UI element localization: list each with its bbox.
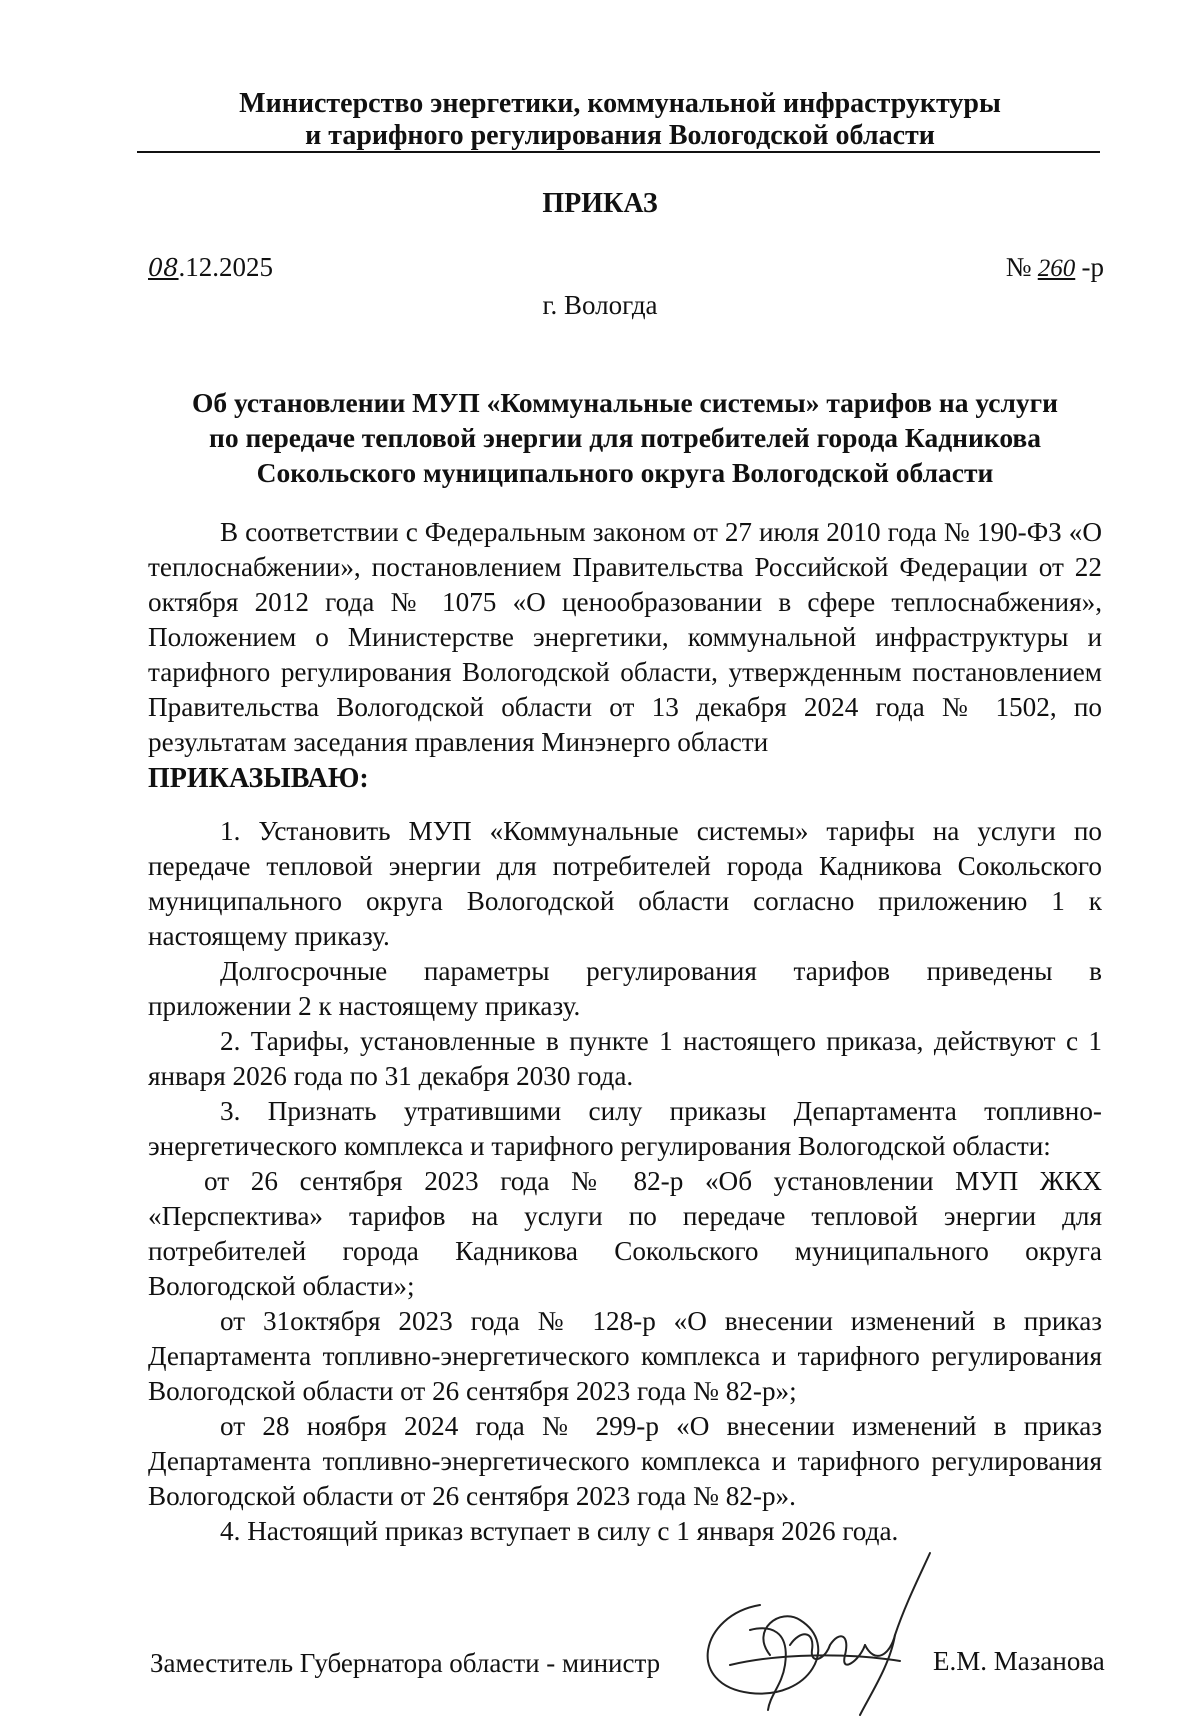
date-printed: .12.2025 (178, 252, 274, 282)
paragraph-3b: от 31октября 2023 года № 128-р «О внесении изменений в приказ Департамента топливно-энергетического комплекса и тарифного регулирования Вологодской области от 26 сентября 2023 года № 82-р»; (148, 1306, 1102, 1406)
subject-line-2: по передаче тепловой энергии для потребителей города Кадникова (208, 422, 1042, 453)
document-number (1006, 252, 1104, 283)
document-city: г. Вологда (542, 290, 658, 320)
document-date (148, 252, 273, 283)
handwritten-signature (690, 1535, 950, 1725)
signatory-name: Е.М. Мазанова (933, 1646, 1105, 1676)
number-suffix: -р (1081, 252, 1104, 282)
paragraph-3c: от 28 ноября 2024 года № 299-р «О внесении изменений в приказ Департамента топливно-энергетического комплекса и тарифного регулирования Вологодской области от 26 сентября 2023 года № 82-р». (148, 1411, 1102, 1511)
date-day-handwritten: 08 (148, 254, 179, 282)
preamble: В соответствии с Федеральным законом от 27 июля 2010 года № 190-ФЗ «О теплоснабжении», постановлением Правительства Российской Федерации от 22 октября 2012 года № 1075 «О ценообразовании в сфере теплоснабжения», Положением о Министерстве энергетики, коммунальной инфраструктуры и тарифного регулирования Вологодской области, утвержденным постановлением Правительства Вологодской области от 13 декабря 2024 года № 1502, по результатам заседания правления Минэнерго области (148, 517, 1102, 757)
header-rule (137, 151, 1100, 153)
paragraph-1b: Долгосрочные параметры регулирования тарифов приведены в приложении 2 к настоящему приказу. (148, 956, 1102, 1021)
paragraph-2: 2. Тарифы, установленные в пункте 1 настоящего приказа, действуют с 1 января 2026 года по 31 декабря 2030 года. (148, 1026, 1102, 1091)
document-title: ПРИКАЗ (542, 188, 658, 219)
number-prefix: № (1005, 252, 1032, 282)
document-subject (150, 385, 1100, 490)
paragraph-1: 1. Установить МУП «Коммунальные системы» тарифы на услуги по передаче тепловой энергии для потребителей города Кадникова Сокольского муниципального округа Вологодской области согласно приложению 1 к настоящему приказу. (148, 816, 1102, 951)
subject-line-1: Об установлении МУП «Коммунальные системы» тарифов на услуги (192, 387, 1058, 418)
ministry-name-line-1: Министерство энергетики, коммунальной инфраструктуры (239, 88, 1001, 119)
document-body (148, 515, 1102, 1549)
paragraph-4: 4. Настоящий приказ вступает в силу с 1 января 2026 года. (220, 1516, 899, 1546)
paragraph-3: 3. Признать утратившими силу приказы Департамента топливно-энергетического комплекса и тарифного регулирования Вологодской области: (148, 1096, 1102, 1161)
order-word: ПРИКАЗЫВАЮ: (148, 763, 369, 794)
signatory-role: Заместитель Губернатора области - министр (150, 1648, 661, 1678)
subject-line-3: Сокольского муниципального округа Вологодской области (256, 457, 994, 488)
ministry-name-line-2: и тарифного регулирования Вологодской области (305, 120, 935, 151)
number-handwritten: 260 (1037, 255, 1076, 282)
paragraph-3a: от 26 сентября 2023 года № 82-р «Об установлении МУП ЖКХ «Перспектива» тарифов на услуги по передаче тепловой энергии для потребителей города Кадникова Сокольского муниципального округа Вологодской области»; (148, 1166, 1102, 1301)
